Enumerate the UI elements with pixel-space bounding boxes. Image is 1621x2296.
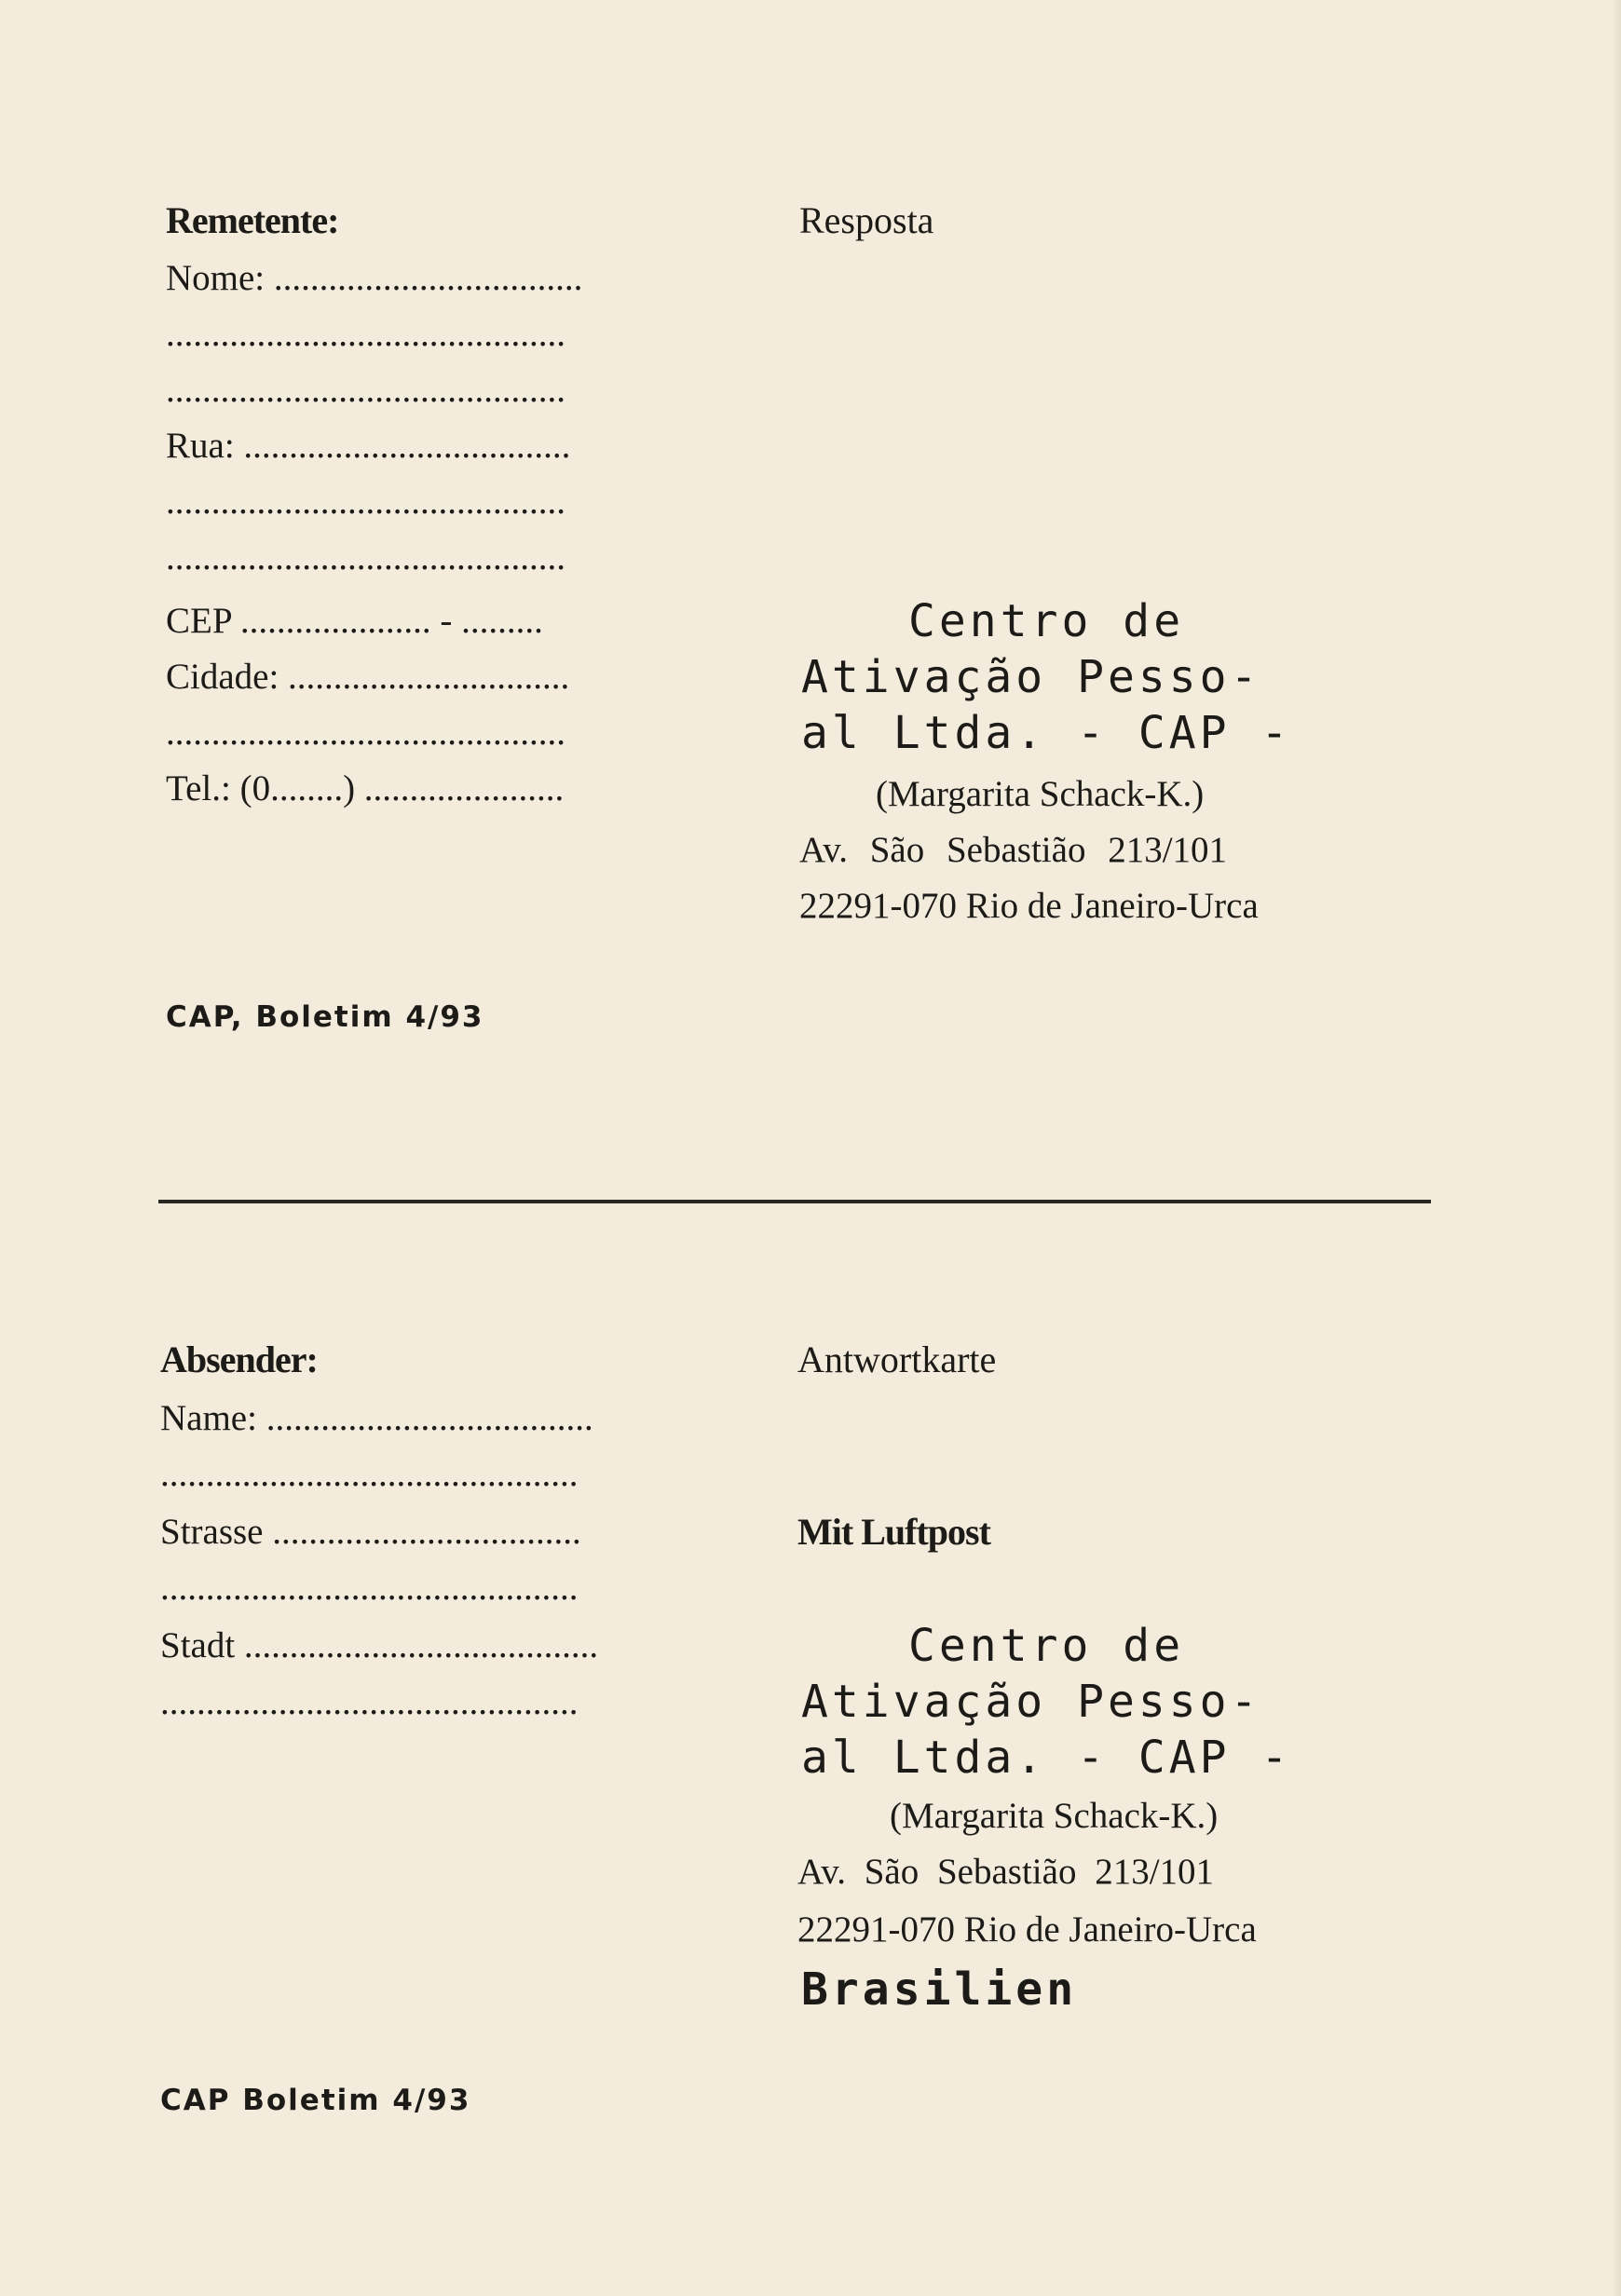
city-field[interactable]: Cidade: ............................... — [166, 657, 570, 697]
city-field[interactable]: Stadt ....................................... — [160, 1625, 599, 1665]
street-field[interactable]: Strasse .................................. — [160, 1512, 581, 1552]
recipient-country: Brasilien — [801, 1963, 1078, 2016]
street-field[interactable]: Rua: .................................... — [166, 426, 571, 466]
recipient-line-2: Ativação Pesso- — [801, 651, 1261, 703]
street-field-continuation[interactable]: ............................................ — [166, 482, 565, 522]
recipient-line-3: al Ltda. - CAP - — [801, 707, 1292, 759]
recipient-line-2: Ativação Pesso- — [801, 1676, 1261, 1728]
city-field-continuation[interactable]: ............................................ — [166, 713, 565, 753]
response-label: Resposta — [799, 199, 934, 241]
recipient-street: Av. São Sebastião 213/101 — [799, 830, 1228, 870]
footer-bulletin: CAP Boletim 4/93 — [160, 2084, 471, 2117]
recipient-street: Av. São Sebastião 213/101 — [797, 1852, 1215, 1892]
city-field-continuation[interactable]: .............................................. — [160, 1682, 579, 1722]
name-field[interactable]: Nome: .................................. — [166, 258, 583, 298]
cut-line-divider — [158, 1200, 1431, 1203]
page-edge-shadow — [1612, 0, 1621, 2296]
name-field-continuation[interactable]: ............................................ — [166, 370, 565, 410]
recipient-city: 22291-070 Rio de Janeiro-Urca — [797, 1909, 1257, 1950]
recipient-line-1: Centro de — [908, 595, 1185, 647]
postal-code-field[interactable]: CEP ..................... - ......... — [166, 601, 543, 641]
name-field[interactable]: Name: .................................... — [160, 1398, 593, 1438]
name-field-continuation[interactable]: ............................................ — [166, 314, 565, 354]
name-field-continuation[interactable]: .............................................. — [160, 1454, 579, 1494]
recipient-line-3: al Ltda. - CAP - — [801, 1732, 1292, 1784]
recipient-contact: (Margarita Schack-K.) — [890, 1796, 1219, 1836]
recipient-line-1: Centro de — [908, 1620, 1185, 1672]
footer-bulletin: CAP, Boletim 4/93 — [166, 1000, 484, 1034]
phone-field[interactable]: Tel.: (0........) ...................... — [166, 768, 565, 808]
sender-heading: Absender: — [160, 1338, 318, 1380]
card-label: Antwortkarte — [797, 1338, 997, 1380]
recipient-contact: (Margarita Schack-K.) — [876, 774, 1205, 814]
street-field-continuation[interactable]: .............................................. — [160, 1568, 579, 1608]
sender-heading: Remetente: — [166, 199, 339, 241]
recipient-city: 22291-070 Rio de Janeiro-Urca — [799, 886, 1259, 926]
airmail-label: Mit Luftpost — [797, 1511, 990, 1553]
street-field-continuation[interactable]: ............................................ — [166, 537, 565, 577]
